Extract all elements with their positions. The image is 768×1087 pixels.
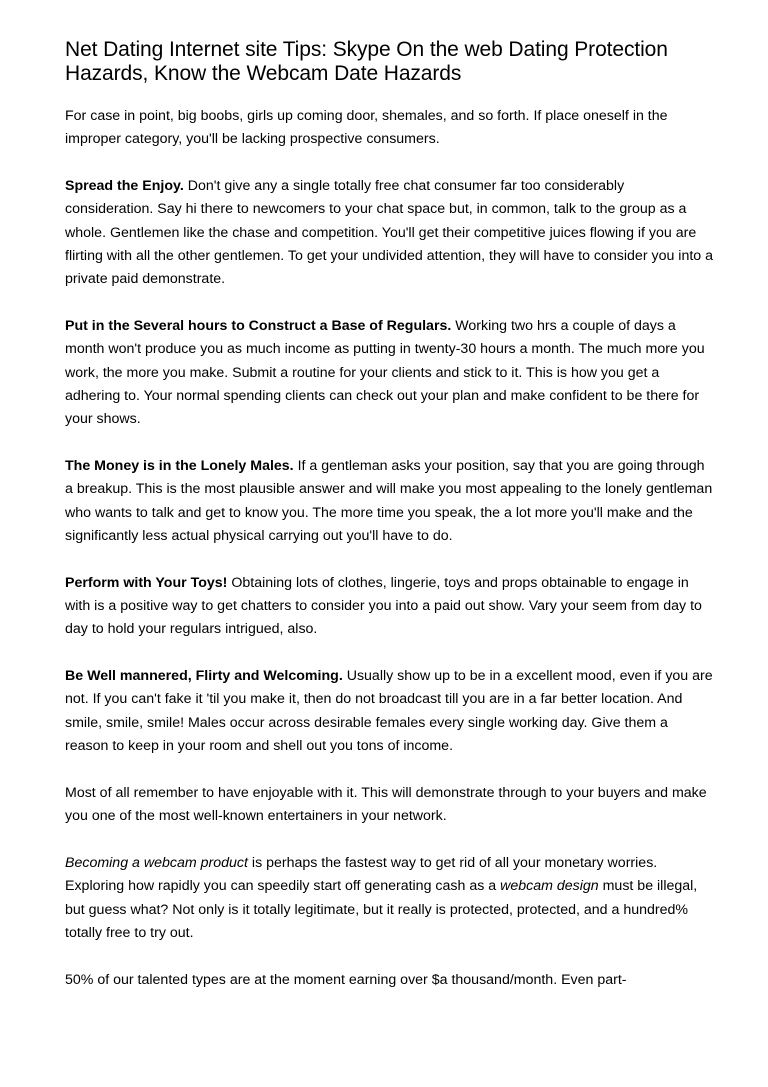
document-page [65, 38, 715, 1015]
section-regulars [65, 315, 715, 431]
section-body: If a gentleman asks your position, say that you are going through a breakup. This is the most plausible answer and will make you most appealing to the lonely gentleman who wants to talk and get to know you. The more time you speak, the a lot more you'll make and the significantly less actual physical carrying out you'll have to do. [65, 458, 713, 544]
promo-text: must be illegal, but guess what? Not only is it totally legitimate, but it really is protected, protected, and a hundred% totally free to try out. [65, 878, 698, 941]
section-body: Don't give any a single totally free chat consumer far too considerably consideration. Say hi there to newcomers to your chat space but, in common, talk to the group as a whole. Gentlemen like the chase and competition. You'll get their competitive juices flowing if you are flirting with all the other gentlemen. To get your undivided attention, they will have to consider you into a private paid demonstrate. [65, 178, 714, 288]
section-lonely-males [65, 455, 715, 548]
section-heading: Be Well mannered, Flirty and Welcoming. [65, 668, 343, 685]
section-body: Working two hrs a couple of days a month won't produce you as much income as putting in twenty-30 hours a month. The much more you work, the more you make. Submit a routine for your clients and stick to it. This is how you get a adhering to. Your normal spending clients can check out your plan and make confident to be there for your shows. [65, 318, 705, 428]
section-heading: Spread the Enjoy. [65, 178, 184, 195]
section-toys [65, 572, 715, 642]
section-heading: Put in the Several hours to Construct a Base of Regulars. [65, 318, 452, 335]
intro-paragraph: For case in point, big boobs, girls up coming door, shemales, and so forth. If place oneself in the improper category, you'll be lacking prospective consumers. [65, 108, 668, 148]
section-body: Obtaining lots of clothes, lingerie, toys and props obtainable to engage in with is a positive way to get chatters to consider you into a paid out show. Vary your seem from day to day to hold your regulars intrigued, also. [65, 574, 702, 638]
page-title: Net Dating Internet site Tips: Skype On the web Dating Protection Hazards, Know the Webcam Date Hazards [65, 38, 668, 85]
final-paragraph: 50% of our talented types are at the moment earning over $a thousand/month. Even part- [65, 971, 627, 988]
closing-paragraph: Most of all remember to have enjoyable with it. This will demonstrate through to your buyers and make you one of the most well-known entertainers in your network. [65, 784, 707, 825]
section-body: Usually show up to be in a excellent mood, even if you are not. If you can't fake it 'til you make it, then do not broadcast till you are in a far better location. And smile, smile, smile! Males occur across desirable females every single working day. Give them a reason to keep in your room and shell out you tons of income. [65, 668, 713, 755]
promo-italic-phrase: Becoming a webcam product [65, 854, 248, 871]
promo-paragraph [65, 852, 715, 945]
promo-text: is perhaps the fastest way to get rid of all your monetary worries. Exploring how rapidly you can speedily start off generating cash as a [65, 854, 658, 895]
promo-italic-phrase: webcam design [500, 878, 599, 895]
section-spread-enjoy [65, 175, 715, 291]
section-heading: Perform with Your Toys! [65, 574, 228, 591]
section-well-mannered [65, 665, 715, 758]
section-heading: The Money is in the Lonely Males. [65, 458, 294, 475]
